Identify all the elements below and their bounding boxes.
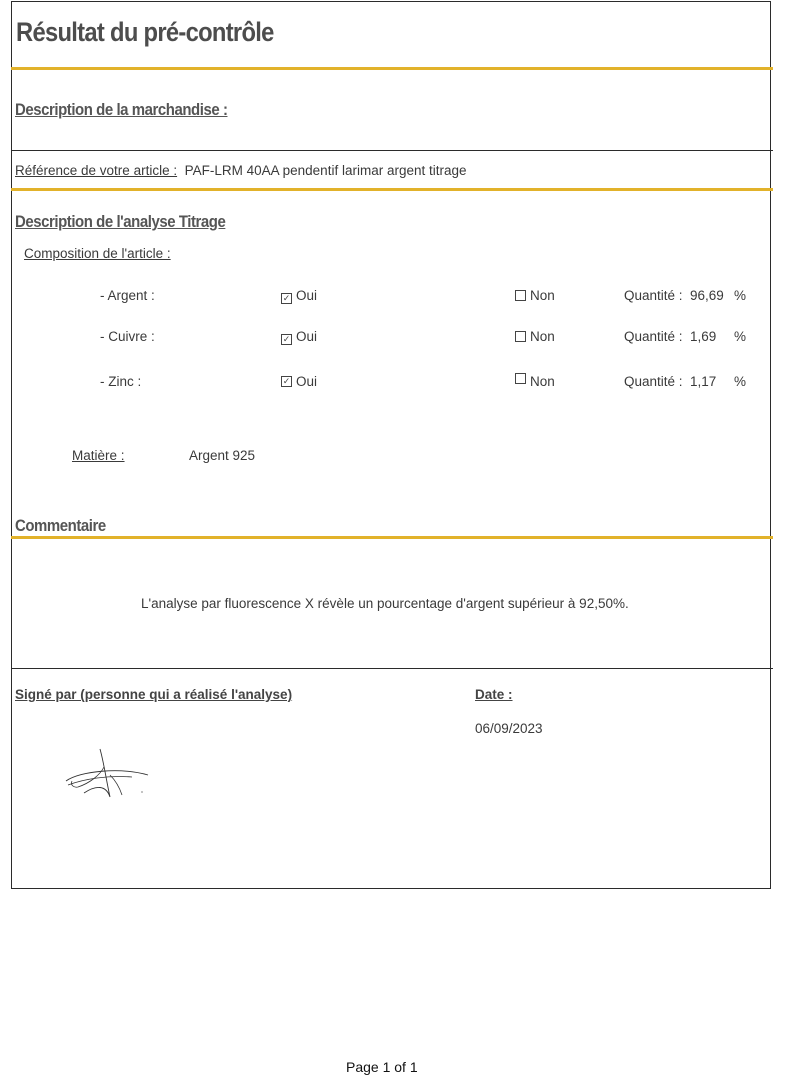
yes-option [281, 329, 317, 345]
signature-divider [11, 668, 773, 669]
signed-by-label: Signé par (personne qui a réalisé l'analyse) [15, 687, 293, 702]
material-label: Matière : [72, 448, 125, 463]
merchandise-divider [11, 150, 773, 151]
composition-label: Composition de l'article : [24, 246, 171, 261]
checkbox-empty-icon [515, 373, 526, 384]
reference-value: PAF-LRM 40AA pendentif larimar argent titrage [184, 163, 467, 178]
reference-label: Référence de votre article : [15, 163, 178, 178]
quantity-value: 1,69 [690, 329, 717, 344]
quantity-label: Quantité : [624, 374, 683, 389]
reference-divider [11, 188, 773, 191]
analysis-heading: Description de l'analyse Titrage [15, 212, 226, 231]
no-option [515, 288, 555, 303]
no-option [515, 371, 555, 389]
percent-symbol: % [734, 329, 747, 344]
checkbox-checked-icon: ✓ [282, 334, 291, 344]
quantity-value: 1,17 [690, 374, 717, 389]
material-value: Argent 925 [189, 448, 256, 463]
comment-text: L'analyse par fluorescence X révèle un pourcentage d'argent supérieur à 92,50%. [141, 596, 629, 611]
title-divider [11, 67, 773, 70]
percent-symbol: % [734, 288, 747, 303]
date-label: Date : [475, 687, 513, 702]
no-label: Non [530, 329, 555, 344]
yes-label: Oui [296, 374, 318, 389]
checkbox-empty-icon [515, 290, 526, 301]
element-label: - Argent : [100, 288, 155, 303]
quantity-value: 96,69 [690, 288, 724, 303]
yes-option [281, 288, 317, 304]
no-option [515, 329, 555, 344]
checkbox-checked-icon: ✓ [282, 376, 291, 386]
quantity-label: Quantité : [624, 288, 683, 303]
comment-heading: Commentaire [15, 516, 106, 535]
yes-label: Oui [296, 288, 318, 303]
checkbox-checked-icon: ✓ [282, 293, 291, 303]
comment-divider [11, 536, 773, 539]
merchandise-heading: Description de la marchandise : [15, 100, 228, 119]
no-label: Non [530, 288, 555, 303]
page-number: Page 1 of 1 [346, 1059, 418, 1075]
percent-symbol: % [734, 374, 747, 389]
page-title: Résultat du pré-contrôle [16, 17, 274, 47]
quantity-label: Quantité : [624, 329, 683, 344]
signature-image [60, 745, 155, 805]
reference-row [15, 163, 467, 178]
element-label: - Cuivre : [100, 329, 155, 344]
date-value: 06/09/2023 [475, 721, 543, 736]
yes-option [281, 371, 317, 387]
no-label: Non [530, 374, 555, 389]
element-label: - Zinc : [100, 374, 142, 389]
yes-label: Oui [296, 329, 318, 344]
checkbox-empty-icon [515, 331, 526, 342]
